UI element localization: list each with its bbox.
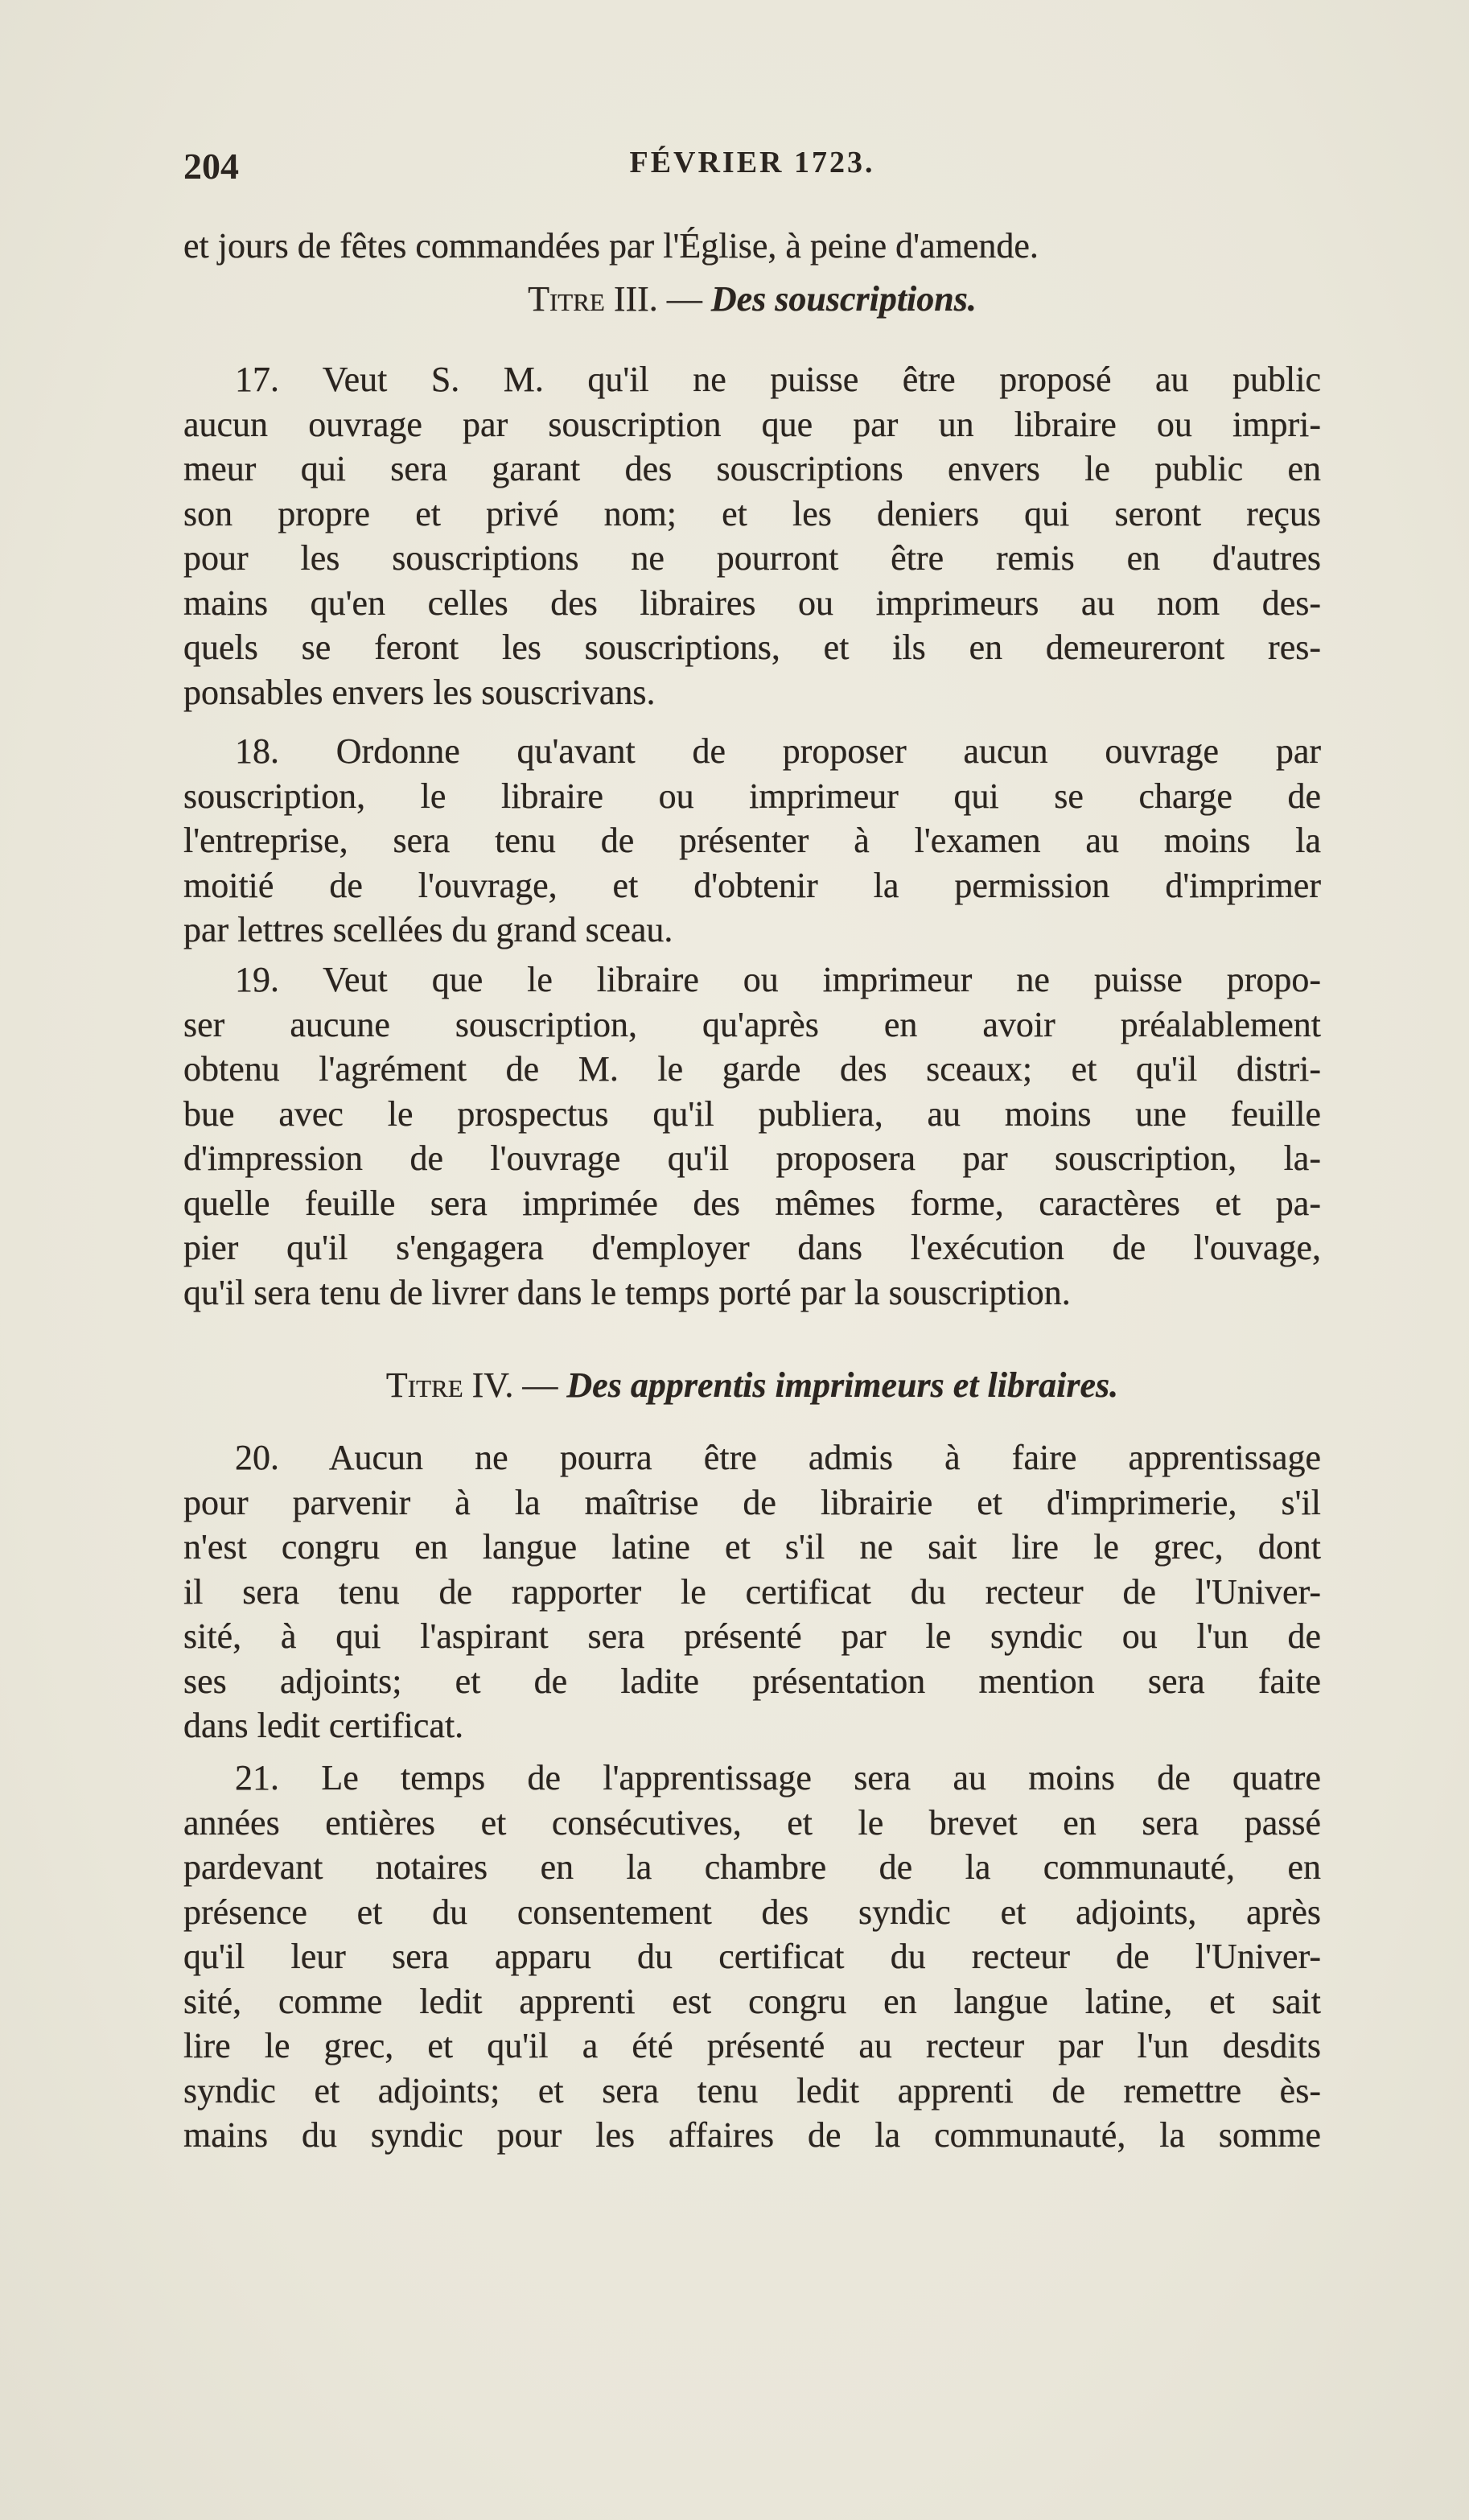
text-line: lire le grec, et qu'il a été présenté au recteur par l'un desdits (183, 2026, 1321, 2065)
title-dash: — (513, 1365, 567, 1405)
text-line: obtenu l'agrément de M. le garde des sceaux; et qu'il distri- (183, 1049, 1321, 1089)
article-17 (183, 357, 1321, 714)
text-line: dans ledit certificat. (183, 1706, 464, 1745)
text-line: pardevant notaires en la chambre de la communauté, en (183, 1847, 1321, 1887)
text-line: quelle feuille sera imprimée des mêmes forme, caractères et pa- (183, 1183, 1321, 1223)
text-line: pier qu'il s'engagera d'employer dans l'exécution de l'ouvage, (183, 1228, 1321, 1267)
text-line: mains du syndic pour les affaires de la communauté, la somme (183, 2115, 1321, 2155)
text-line: n'est congru en langue latine et s'il ne sait lire le grec, dont (183, 1527, 1321, 1567)
text-line: années entières et consécutives, et le brevet en sera passé (183, 1802, 1321, 1843)
text-line: aucun ouvrage par souscription que par un libraire ou impri- (183, 404, 1321, 444)
text-line: moitié de l'ouvrage, et d'obtenir la permission d'imprimer (183, 865, 1321, 905)
text-line: ponsables envers les souscrivans. (183, 672, 656, 712)
text-line: présence et du consentement des syndic et adjoints, après (183, 1892, 1321, 1932)
running-head: FÉVRIER 1723. (629, 146, 875, 179)
article-21 (183, 1756, 1321, 2158)
text-line: 19. Veut que le libraire ou imprimeur ne puisse propo- (235, 960, 1321, 999)
text-line: l'entreprise, sera tenu de présenter à l'examen au moins la (183, 821, 1321, 860)
text-line: qu'il leur sera apparu du certificat du recteur de l'Univer- (183, 1937, 1321, 1976)
section-title-3 (183, 275, 1321, 323)
text-line: souscription, le libraire ou imprimeur qui se charge de (183, 776, 1321, 816)
title-label: Titre III. (528, 279, 658, 319)
text-line: il sera tenu de rapporter le certificat du recteur de l'Univer- (183, 1571, 1321, 1612)
text-line: qu'il sera tenu de livrer dans le temps porté par la souscription. (183, 1272, 1071, 1312)
text-line: 18. Ordonne qu'avant de proposer aucun ouvrage par (235, 731, 1321, 771)
title-dash: — (657, 279, 711, 319)
text-line: 17. Veut S. M. qu'il ne puisse être proposé au public (235, 360, 1321, 399)
text-line: sité, à qui l'aspirant sera présenté par le syndic ou l'un de (183, 1616, 1321, 1656)
text-line: par lettres scellées du grand sceau. (183, 910, 673, 949)
article-18 (183, 729, 1321, 953)
text-line: ser aucune souscription, qu'après en avoir préalablement (183, 1004, 1321, 1044)
text-line: ses adjoints; et de ladite présentation mention sera faite (183, 1661, 1321, 1701)
article-19 (183, 957, 1321, 1315)
continuation-paragraph (183, 224, 1321, 269)
title-label: Titre IV. (385, 1365, 514, 1405)
text-line: pour parvenir à la maîtrise de librairie et d'imprimerie, s'il (183, 1482, 1321, 1522)
text-line: bue avec le prospectus qu'il publiera, au moins une feuille (183, 1093, 1321, 1134)
article-20 (183, 1435, 1321, 1748)
text-line: sité, comme ledit apprenti est congru en langue latine, et sait (183, 1981, 1321, 2021)
title-heading: Des apprentis imprimeurs et libraires. (566, 1365, 1119, 1405)
section-title-4 (183, 1361, 1321, 1410)
text-line: son propre et privé nom; et les deniers qui seront reçus (183, 493, 1321, 533)
page-header (183, 145, 1321, 193)
text-line: pour les souscriptions ne pourront être remis en d'autres (183, 538, 1321, 578)
text-line: d'impression de l'ouvrage qu'il proposera par souscription, la- (183, 1139, 1321, 1178)
text-line: 21. Le temps de l'apprentissage sera au moins de quatre (235, 1758, 1321, 1797)
text-line: 20. Aucun ne pourra être admis à faire apprentissage (235, 1438, 1321, 1477)
page-number: 204 (183, 146, 239, 187)
text-line: quels se feront les souscriptions, et ils en demeureront res- (183, 628, 1321, 667)
text-line: syndic et adjoints; et sera tenu ledit apprenti de remettre ès- (183, 2070, 1321, 2110)
title-heading: Des souscriptions. (710, 279, 977, 319)
text-line: mains qu'en celles des libraires ou imprimeurs au nom des- (183, 583, 1321, 623)
text-line: et jours de fêtes commandées par l'Église, à peine d'amende. (183, 226, 1039, 266)
text-line: meur qui sera garant des souscriptions envers le public en (183, 449, 1321, 488)
